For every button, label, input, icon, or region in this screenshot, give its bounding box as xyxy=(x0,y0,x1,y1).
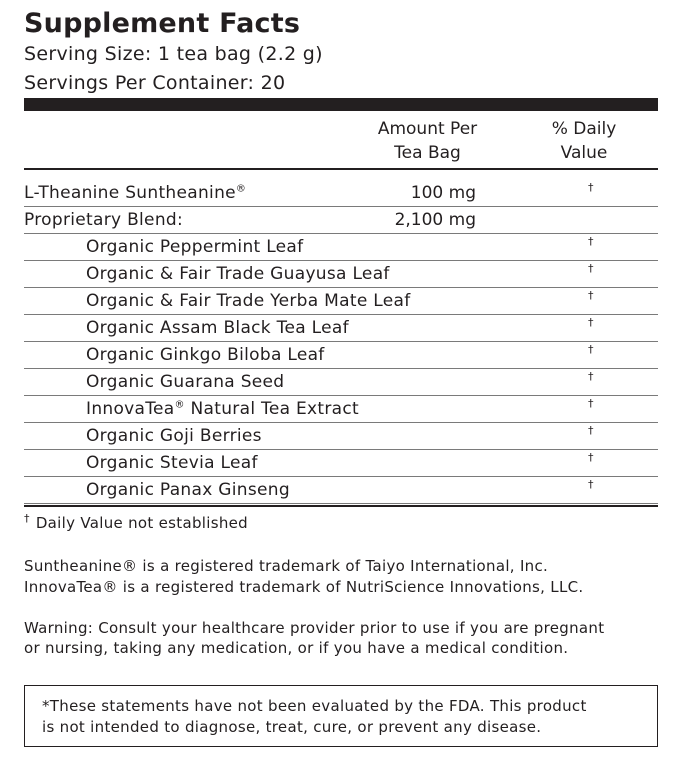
label-title: Supplement Facts xyxy=(24,8,301,39)
trademark-innovatea: InnovaTea® is a registered trademark of NutriScience Innovations, LLC. xyxy=(24,578,584,596)
ingredient-name xyxy=(86,426,262,446)
header-divider xyxy=(24,168,658,170)
ingredient-name-text: InnovaTea xyxy=(86,399,175,419)
registered-mark: ® xyxy=(174,399,185,411)
fda-disclaimer-line-1: *These statements have not been evaluated by the FDA. This product xyxy=(42,697,587,715)
ingredient-name-text: Organic Panax Ginseng xyxy=(86,480,290,500)
table-row xyxy=(24,180,658,207)
table-row xyxy=(24,207,658,234)
ingredient-amount: 100 mg xyxy=(410,183,476,203)
warning-line-1: Warning: Consult your healthcare provider prior to use if you are pregnant xyxy=(24,619,605,637)
ingredient-name xyxy=(24,210,183,230)
table-bottom-divider xyxy=(24,505,658,507)
ingredient-name-text: Organic Goji Berries xyxy=(86,426,262,446)
ingredient-name xyxy=(86,372,284,392)
daily-value-dagger: † xyxy=(588,478,594,491)
ingredient-name-text: Organic Assam Black Tea Leaf xyxy=(86,318,349,338)
ingredient-name xyxy=(86,237,303,257)
dagger-symbol: † xyxy=(24,512,30,525)
fda-disclaimer-line-2: is not intended to diagnose, treat, cure, or prevent any disease. xyxy=(42,718,542,736)
amount-header-line2: Tea Bag xyxy=(394,143,461,163)
daily-value-dagger: † xyxy=(588,370,594,383)
daily-value-dagger: † xyxy=(588,181,594,194)
thick-divider xyxy=(24,98,658,111)
ingredient-amount: 2,100 mg xyxy=(394,210,476,230)
ingredient-name-text: Proprietary Blend: xyxy=(24,210,184,230)
ingredient-name xyxy=(86,291,411,311)
servings-per-container: Servings Per Container: 20 xyxy=(24,72,286,94)
trademark-suntheanine: Suntheanine® is a registered trademark of Taiyo International, Inc. xyxy=(24,557,549,575)
ingredient-name-text: Organic & Fair Trade Guayusa Leaf xyxy=(86,264,390,284)
serving-size: Serving Size: 1 tea bag (2.2 g) xyxy=(24,43,323,65)
ingredient-name-text: Organic & Fair Trade Yerba Mate Leaf xyxy=(86,291,411,311)
warning-line-2: or nursing, taking any medication, or if you have a medical condition. xyxy=(24,639,569,657)
ingredient-table xyxy=(24,180,658,504)
table-row xyxy=(24,369,658,396)
table-row xyxy=(24,288,658,315)
ingredient-name xyxy=(86,345,325,365)
table-row xyxy=(24,315,658,342)
ingredient-name-text: L-Theanine Suntheanine xyxy=(24,183,236,203)
registered-mark: ® xyxy=(235,183,247,195)
table-row xyxy=(24,261,658,288)
daily-value-dagger: † xyxy=(588,343,594,356)
ingredient-name xyxy=(86,318,349,338)
amount-column-header xyxy=(355,117,500,165)
ingredient-name-text: Organic Guarana Seed xyxy=(86,372,285,392)
table-row xyxy=(24,423,658,450)
daily-value-dagger: † xyxy=(588,397,594,410)
table-row xyxy=(24,477,658,504)
ingredient-name xyxy=(86,264,390,284)
daily-value-dagger: † xyxy=(588,262,594,275)
ingredient-name-suffix: Natural Tea Extract xyxy=(184,399,360,419)
table-row xyxy=(24,234,658,261)
table-row xyxy=(24,342,658,369)
daily-value-dagger: † xyxy=(588,289,594,302)
daily-value-column-header xyxy=(520,117,648,165)
fda-disclaimer-box xyxy=(24,685,658,747)
ingredient-name-text: Organic Stevia Leaf xyxy=(86,453,258,473)
daily-value-dagger: † xyxy=(588,451,594,464)
ingredient-name xyxy=(86,480,290,500)
table-row xyxy=(24,396,658,423)
ingredient-name-text: Organic Ginkgo Biloba Leaf xyxy=(86,345,325,365)
daily-value-footnote-text: Daily Value not established xyxy=(35,514,248,532)
dv-header-line1: % Daily xyxy=(551,119,617,139)
daily-value-dagger: † xyxy=(588,316,594,329)
ingredient-name-text: Organic Peppermint Leaf xyxy=(86,237,304,257)
amount-header-line1: Amount Per xyxy=(377,119,478,139)
table-row xyxy=(24,450,658,477)
daily-value-dagger: † xyxy=(588,424,594,437)
ingredient-name xyxy=(86,399,359,419)
dv-header-line2: Value xyxy=(560,143,608,163)
ingredient-name xyxy=(24,183,246,203)
daily-value-footnote xyxy=(24,514,248,532)
daily-value-dagger: † xyxy=(588,235,594,248)
ingredient-name xyxy=(86,453,258,473)
